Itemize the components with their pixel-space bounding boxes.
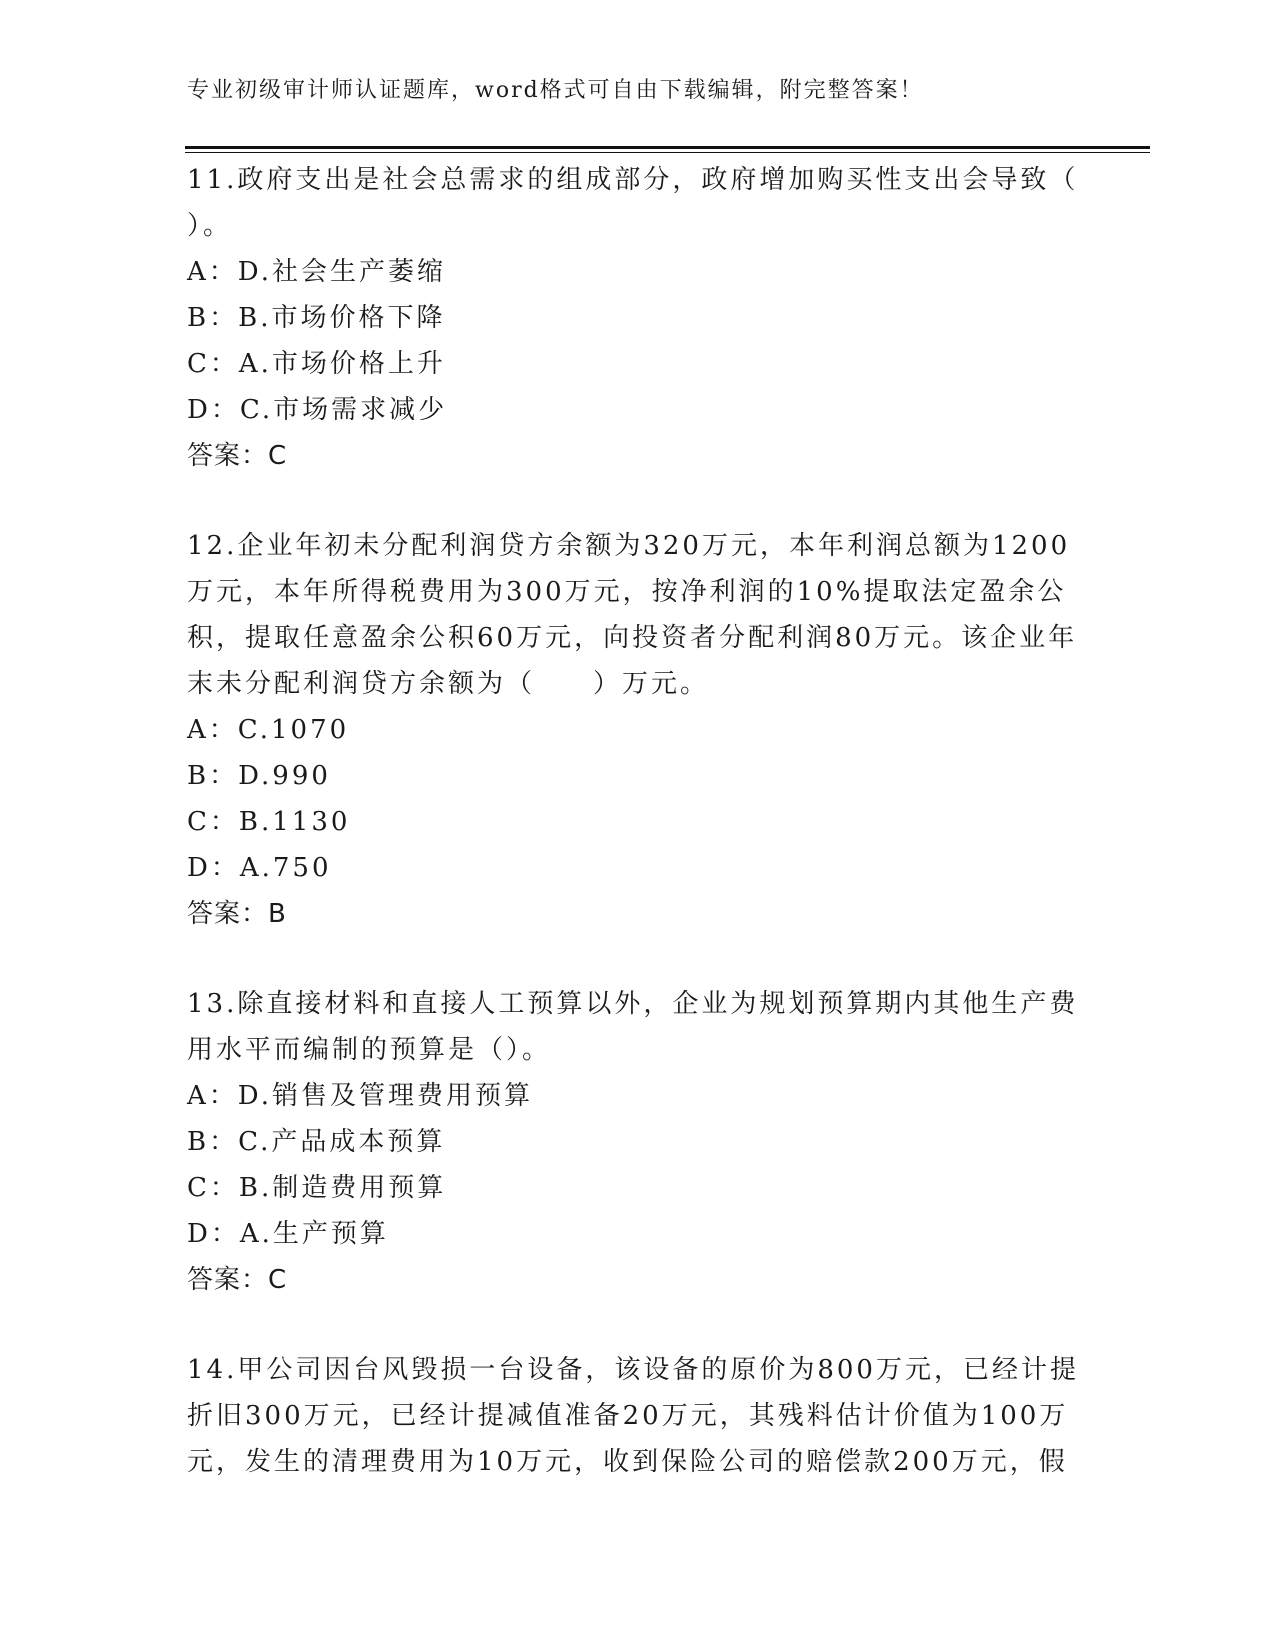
page-header: 专业初级审计师认证题库，word格式可自由下载编辑，附完整答案！ [187, 78, 924, 103]
question-14 [187, 1347, 1087, 1485]
option-b: B：C.产品成本预算 [187, 1127, 446, 1157]
header-rule-thin [185, 152, 1150, 153]
option-c: C：B.1130 [187, 807, 351, 837]
option-b: B：B.市场价格下降 [187, 303, 446, 333]
option-a: A：D.社会生产萎缩 [187, 257, 446, 287]
question-text: 14.甲公司因台风毁损一台设备，该设备的原价为800万元，已经计提折旧300万元，已经计提减值准备20万元，其残料估计价值为100万元，发生的清理费用为10万元，收到保险公司的赔偿款200万元，假 [187, 1355, 1079, 1477]
answer: 答案：C [187, 1265, 288, 1295]
question-13 [187, 981, 1087, 1303]
question-12 [187, 523, 1087, 937]
option-d: D：A.生产预算 [187, 1219, 389, 1249]
question-list [187, 157, 1087, 1529]
question-text: 12.企业年初未分配利润贷方余额为320万元，本年利润总额为1200万元，本年所得税费用为300万元，按净利润的10%提取法定盈余公积，提取任意盈余公积60万元，向投资者分配利润80万元。该企业年末未分配利润贷方余额为（ ）万元。 [187, 531, 1078, 699]
option-a: A：D.销售及管理费用预算 [187, 1081, 533, 1111]
question-text: 11.政府支出是社会总需求的组成部分，政府增加购买性支出会导致（ ）。 [187, 165, 1079, 241]
option-a: A：C.1070 [187, 715, 350, 745]
option-c: C：B.制造费用预算 [187, 1173, 447, 1203]
option-b: B：D.990 [187, 761, 331, 791]
question-text: 13.除直接材料和直接人工预算以外，企业为规划预算期内其他生产费用水平而编制的预算是（）。 [187, 989, 1079, 1065]
option-d: D：C.市场需求减少 [187, 395, 448, 425]
header-rule-thick [185, 146, 1150, 149]
answer: 答案：C [187, 441, 288, 471]
option-c: C：A.市场价格上升 [187, 349, 446, 379]
option-d: D：A.750 [187, 853, 332, 883]
answer: 答案：B [187, 899, 287, 929]
question-11 [187, 157, 1087, 479]
